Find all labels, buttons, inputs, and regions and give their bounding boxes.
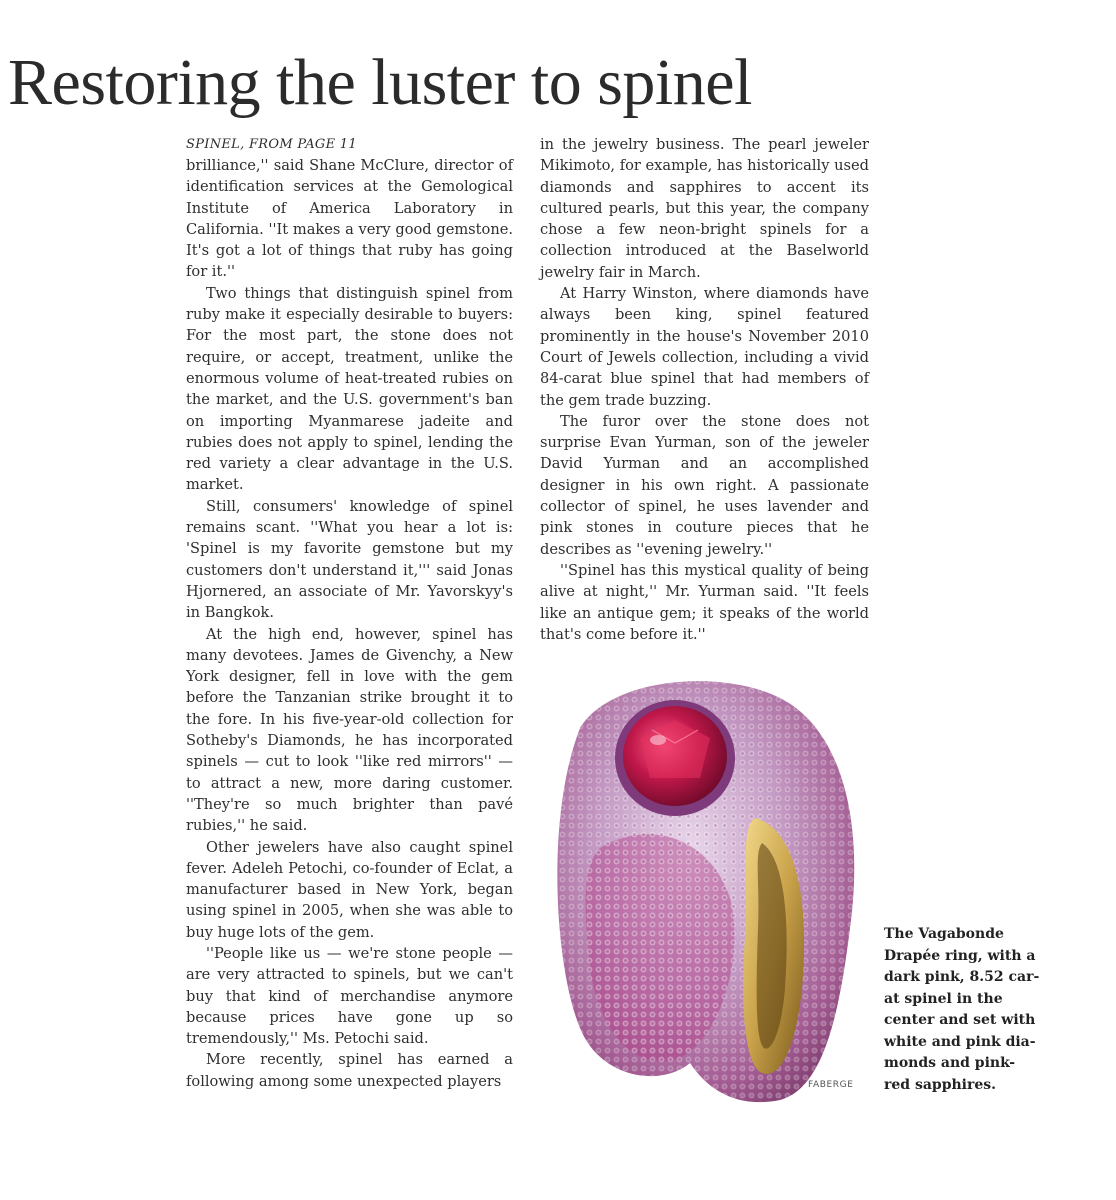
photo-credit: FABERGE	[808, 1080, 854, 1090]
caption-line: dark pink, 8.52 car-	[884, 969, 1040, 985]
paragraph: At the high end, however, spinel has many devotees. James de Givenchy, a New York designer, fell in love with the gem before the Tanzanian strike brought it to the fore. In his five-year-old collection for Sotheby's Diamonds, he has incorporated spinels — cut to look ''like red mirrors'' — to attract a new, more daring customer. ''They're so much brighter than pavé rubies,'' he said.	[186, 625, 513, 835]
paragraph: Two things that distinguish spinel from ruby make it especially desirable to buyers: For the most part, the stone does not require, or accept, treatment, unlike the enormous volume of heat-treated rubies on the market, and the U.S. government's ban on importing Myanmarese jadeite and rubies does not apply to spinel, lending the red variety a clear advantage in the U.S. market.	[186, 284, 513, 494]
paragraph: Still, consumers' knowledge of spinel remains scant. ''What you hear a lot is: 'Spinel is my favorite gemstone but my customers don't understand it,''' said Jonas Hjornered, an associate of Mr. Yavorskyy's in Bangkok.	[186, 497, 513, 622]
caption-line: monds and pink-	[884, 1055, 1016, 1071]
caption-line: red sapphires.	[884, 1076, 997, 1093]
paragraph: Other jewelers have also caught spinel fever. Adeleh Petochi, co-founder of Eclat, a manufacturer based in New York, began using spinel in 2005, when she was able to buy huge lots of the gem.	[186, 838, 513, 941]
caption-line: center and set with	[884, 1012, 1036, 1028]
article-column-1	[186, 134, 513, 1092]
paragraph: brilliance,'' said Shane McClure, director of identification services at the Gemological Institute of America Laboratory in California. ''It makes a very good gemstone. It's got a lot of things that ruby has going for it.''	[186, 157, 513, 281]
photo-caption	[884, 924, 1064, 1096]
paragraph: ''Spinel has this mystical quality of being alive at night,'' Mr. Yurman said. ''It feels like an antique gem; it speaks of the world that's come before it.''	[540, 561, 869, 643]
jump-line: SPINEL, FROM PAGE 11	[186, 137, 357, 152]
paragraph: The furor over the stone does not surprise Evan Yurman, son of the jeweler David Yurman and an accomplished designer in his own right. A passionate collector of spinel, he uses lavender and pink stones in couture pieces that he describes as ''evening jewelry.''	[540, 412, 869, 558]
paragraph: ''People like us — we're stone people — are very attracted to spinels, but we can't buy that kind of merchandise anymore because prices have gone up so tremendously,'' Ms. Petochi said.	[186, 944, 513, 1048]
caption-line: white and pink dia-	[884, 1033, 1036, 1050]
paragraph: in the jewelry business. The pearl jeweler Mikimoto, for example, has historically used diamonds and sapphires to accent its cultured pearls, but this year, the company chose a few neon-bright spinels for a collection introduced at the Baselworld jewelry fair in March.	[540, 136, 869, 281]
paragraph: At Harry Winston, where diamonds have always been king, spinel featured prominently in the house's November 2010 Court of Jewels collection, including a vivid 84-carat blue spinel that had members of the gem trade buzzing.	[540, 285, 869, 409]
headline: Restoring the luster to spinel	[8, 46, 752, 119]
caption-line: at spinel in the	[884, 990, 1003, 1007]
caption-line: The Vagabonde	[884, 926, 1004, 942]
article-column-2	[540, 134, 869, 645]
paragraph: More recently, spinel has earned a following among some unexpected players	[186, 1051, 513, 1090]
caption-line: Drapée ring, with a	[884, 947, 1036, 964]
ring-photo	[540, 668, 870, 1108]
